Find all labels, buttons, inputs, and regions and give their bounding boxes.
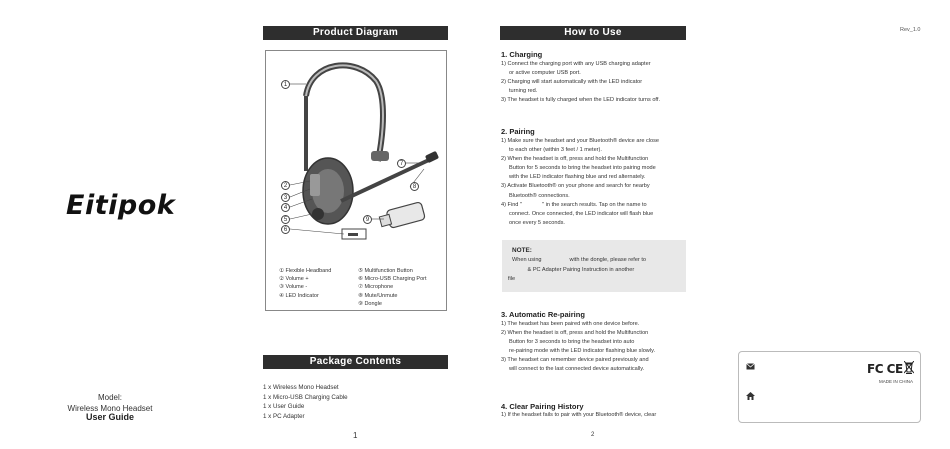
callout-4: 4: [281, 203, 290, 212]
pairing-steps: [501, 137, 701, 228]
package-item: 1 x PC Adapter: [263, 412, 305, 420]
step-line: 3) The headset can remember device paired previously and: [501, 357, 649, 364]
clear-history-heading: 4. Clear Pairing History: [501, 402, 584, 411]
repairing-heading: 3. Automatic Re-pairing: [501, 310, 585, 319]
mail-icon: [746, 363, 755, 370]
note-box: [502, 240, 686, 292]
package-list: [263, 383, 348, 421]
step-line: 3) The headset is fully charged when the LED indicator turns off.: [501, 97, 660, 104]
charging-heading: 1. Charging: [501, 50, 543, 59]
legend-item: ⑧ Mute/Unmute: [358, 292, 398, 299]
model-label: Model:: [97, 393, 122, 402]
package-item: 1 x Wireless Mono Headset: [263, 384, 339, 391]
callout-8: 8: [410, 182, 419, 191]
product-diagram-title: Product Diagram: [263, 26, 448, 40]
diagram-frame: [265, 50, 447, 311]
legend-item: ⑤ Multifunction Button: [358, 268, 413, 274]
clear-history-steps: [501, 411, 701, 420]
note-line: When using with the dongle, please refer to: [512, 257, 647, 263]
step-line: with the LED indicator flashing blue and red alternately.: [509, 174, 646, 181]
step-line: 3) Activate Bluetooth® on your phone and search for nearby: [501, 183, 650, 190]
step-line: Bluetooth® connections.: [509, 192, 570, 199]
step-line: 2) When the headset is off, press and hold the Multifunction: [501, 156, 649, 163]
step-line: re-pairing mode with the LED indicator flashing blue slowly.: [509, 348, 656, 355]
legend-right: [358, 267, 427, 308]
legend-item: ⑨ Dongle: [358, 300, 382, 307]
step-line: or active computer USB port.: [509, 70, 581, 77]
step-line: 1) Make sure the headset and your Bluetooth® device are close: [501, 138, 660, 144]
callout-6: 6: [281, 225, 290, 234]
how-to-use-title: How to Use: [500, 26, 686, 40]
user-guide-title: User Guide: [85, 412, 134, 422]
charging-steps: [501, 60, 701, 105]
brand-logo: Eitipok: [66, 190, 176, 221]
step-line: 2) When the headset is off, press and hold the Multifunction: [501, 330, 649, 337]
step-line: 1) If the headset fails to pair with your Bluetooth® device, clear: [501, 412, 657, 418]
step-line: connect. Once connected, the LED indicator will flash blue: [509, 210, 654, 217]
step-line: 2) Charging will start automatically with the LED indicator: [501, 79, 643, 86]
revision-label: Rev_1.0: [900, 27, 921, 33]
contact-box: [738, 351, 921, 423]
step-line: Button for 5 seconds to bring the headset into pairing mode: [509, 165, 656, 172]
callout-3: 3: [281, 193, 290, 202]
step-line: will connect to the last connected device automatically.: [509, 366, 645, 373]
repairing-steps: [501, 320, 701, 375]
step-line: once every 5 seconds.: [509, 219, 565, 226]
step-line: to each other (within 3 feet / 1 meter).: [509, 147, 602, 154]
made-in-label: MADE IN CHINA: [879, 379, 914, 384]
page-number-1: 1: [353, 431, 358, 440]
callout-5: 5: [281, 215, 290, 224]
step-line: 1) The headset has been paired with one device before.: [501, 321, 640, 327]
step-line: turning red.: [509, 88, 538, 95]
step-line: 4) Find " " in the search results. Tap on the name to: [501, 201, 647, 208]
note-body: [508, 256, 676, 285]
legend-item: ⑥ Micro-USB Charging Port: [358, 276, 427, 283]
page-number-2: 2: [591, 432, 595, 438]
step-line: Button for 3 seconds to bring the headset into auto: [509, 339, 635, 346]
package-contents-title: Package Contents: [263, 355, 448, 369]
callout-7: 7: [397, 159, 406, 168]
note-title: NOTE:: [512, 247, 532, 254]
legend-item: ① Flexible Headband: [279, 268, 332, 274]
package-item: 1 x User Guide: [263, 403, 305, 410]
legend-item: ④ LED Indicator: [279, 292, 319, 299]
callout-9: 9: [363, 215, 372, 224]
weee-bin-icon: [904, 361, 914, 374]
note-line: file: [508, 276, 516, 282]
package-item: 1 x Micro-USB Charging Cable: [263, 393, 348, 401]
home-icon: [746, 392, 755, 400]
callout-2: 2: [281, 181, 290, 190]
model-name: Wireless Mono Headset: [67, 404, 153, 413]
legend-item: ③ Volume -: [279, 284, 308, 291]
pairing-heading: 2. Pairing: [501, 127, 535, 136]
legend-item: ⑦ Microphone: [358, 284, 394, 291]
callout-1: 1: [281, 80, 290, 89]
step-line: 1) Connect the charging port with any USB charging adapter: [501, 61, 651, 67]
model-info: [60, 392, 160, 414]
certification-marks: FC CE: [867, 362, 903, 376]
note-line: & PC Adapter Pairing Instruction in another: [512, 266, 635, 273]
legend-left: [279, 267, 331, 300]
legend-item: ② Volume +: [279, 276, 309, 283]
